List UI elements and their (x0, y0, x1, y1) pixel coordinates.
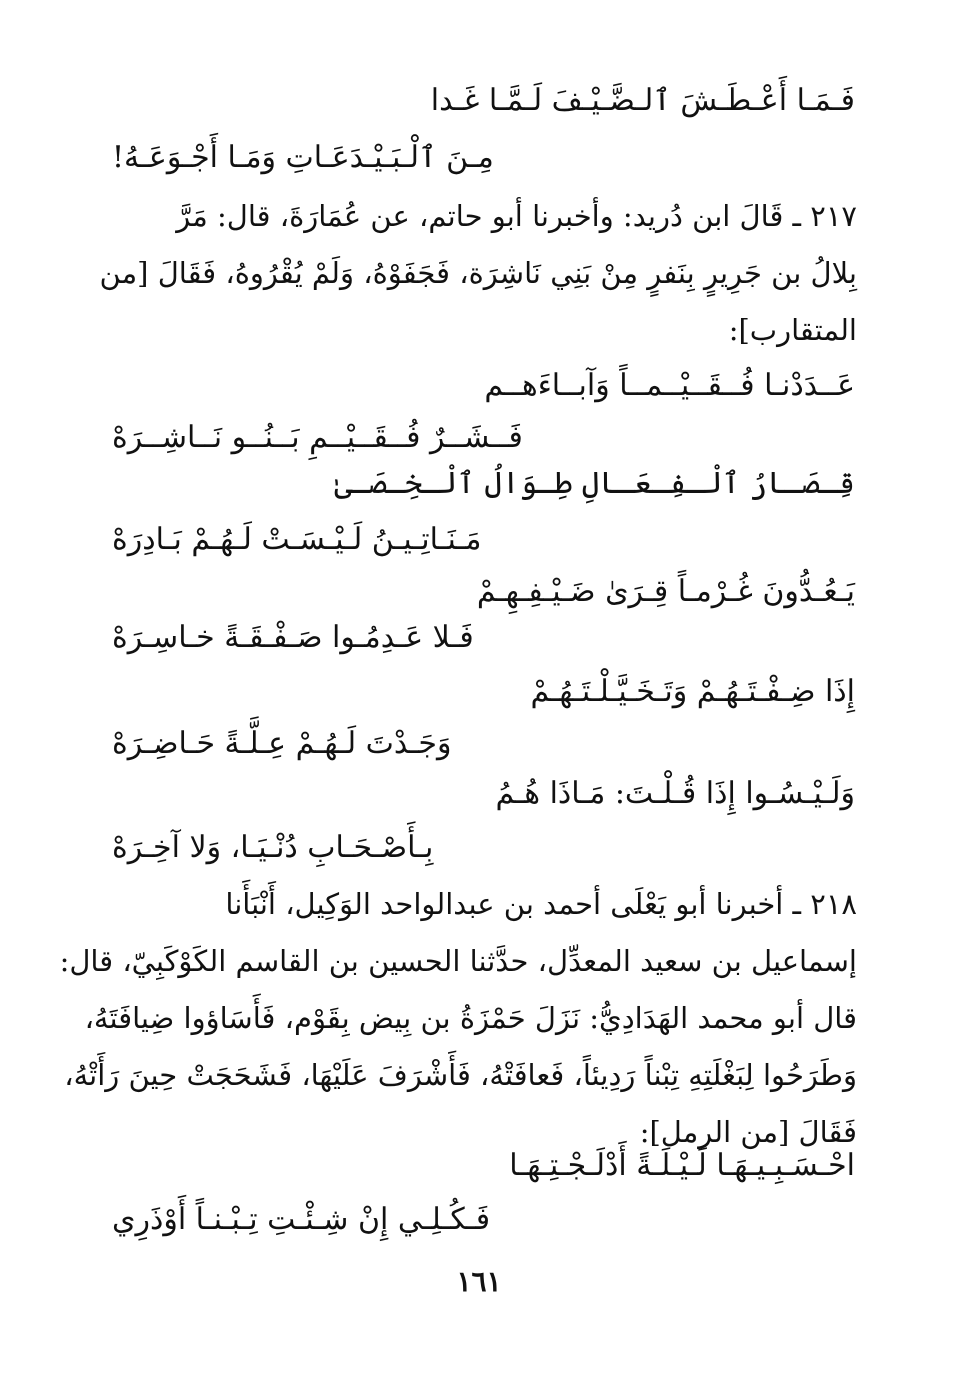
prose-line: بِلالُ بن جَرِيرٍ بِنَفرٍ مِنْ بَنِي نَاشِرَة، فَجَفَوْهُ، وَلَمْ يُقْرُوهُ، فَقَالَ [من (99, 256, 857, 290)
prose-line: ٢١٧ ـ قَالَ ابن دُريد: وأخبرنا أبو حاتم، عن عُمَارَةَ، قال: مَرَّ (176, 199, 857, 233)
verse-line: قِـصَـارُ ٱلْـفِـعَـالِ طِـوَالُ ٱلْـخِـصَـىٰ (334, 466, 855, 501)
verse-line: وَلَـيْـسُـوا إِذَا قُـلْـتَ: مَـاذَا هُـمُ (495, 776, 855, 811)
page-number: ١٦١ (456, 1265, 502, 1298)
prose-line: قال أبو محمد الهَدَادِيُّ: نَزَلَ حَمْزَةُ بن بِيض بِقَوْم، فَأَسَاؤوا ضِيافَتَهُ، (84, 1001, 857, 1035)
verse-line: عَــدَدْنـا فُــقَــيْــمــاً وَآبــاءَهــم (484, 368, 855, 403)
verse-line: بِـأَصْـحَـابِ دُنْـيَـا، وَلا آخِـرَهْ (112, 830, 434, 865)
prose-line: ٢١٨ ـ أخبرنا أبو يَعْلَى أحمد بن عبدالواحد الوَكِيل، أَنْبَأَنا (225, 887, 857, 921)
verse-line: إِذَا ضِـفْـتَـهُـمْ وَتَـخَـيَّـلْـتَـهُـمْ (530, 674, 855, 709)
verse-line: فَـمَـا أَعْـطَـشَ ٱلـضَّـيْـفَ لَـمَّـا غَـدا (430, 83, 855, 118)
prose-line: وَطَرَحُوا لِبَغْلَتِهِ تِبْناً رَدِيئاً، فَعافَتْهُ، فَأَشْرَفَ عَلَيْهَا، فَشَحَجَتْ حِينَ رَأَتْهُ، (64, 1058, 857, 1092)
prose-line: المتقارب]: (728, 313, 857, 347)
paragraph-217 (99, 188, 857, 359)
paragraph-218 (59, 876, 857, 1161)
verse-line: يَـعُـدُّونَ غُـرْمـاً قِـرَىٰ ضَـيْـفِـهِـمْ (476, 574, 855, 609)
verse-line: فَـلا عَـدِمُـوا صَـفْـقَـةً خـاسِـرَهْ (112, 620, 474, 655)
verse-line: فَــشَــرٌ فُــقَــيْــمِ بَــنُــو نَــاشِــرَهْ (112, 420, 523, 455)
prose-line: إسماعيل بن سعيد المعدِّل، حدَّثنا الحسين بن القاسم الكَوْكَبِيّ، قال: (59, 944, 857, 978)
verse-line: مِـنَ ٱلْـبَـيْـدَعَـاتِ وَمَـا أَجْـوَعَـهُ! (112, 140, 494, 175)
verse-line: مَـنَـاتِـيـنُ لَـيْـسَـتْ لَـهُـمْ بَـادِرَهْ (112, 522, 482, 557)
verse-line: احْـسَـبِـيـهَـا لَـيْـلَـةً أَدْلَـجْـتِـهَـا (509, 1148, 855, 1183)
prose-line: فَقَالَ [من الرمل]: (639, 1115, 857, 1149)
verse-line: وَجَـدْتَ لَـهُـمْ عِـلَّـةً حَـاضِـرَهْ (112, 726, 452, 761)
verse-line: فَـكُـلِـي إِنْ شِـئْـتِ تِـبْـنـاً أَوْذَرِي (112, 1202, 491, 1237)
